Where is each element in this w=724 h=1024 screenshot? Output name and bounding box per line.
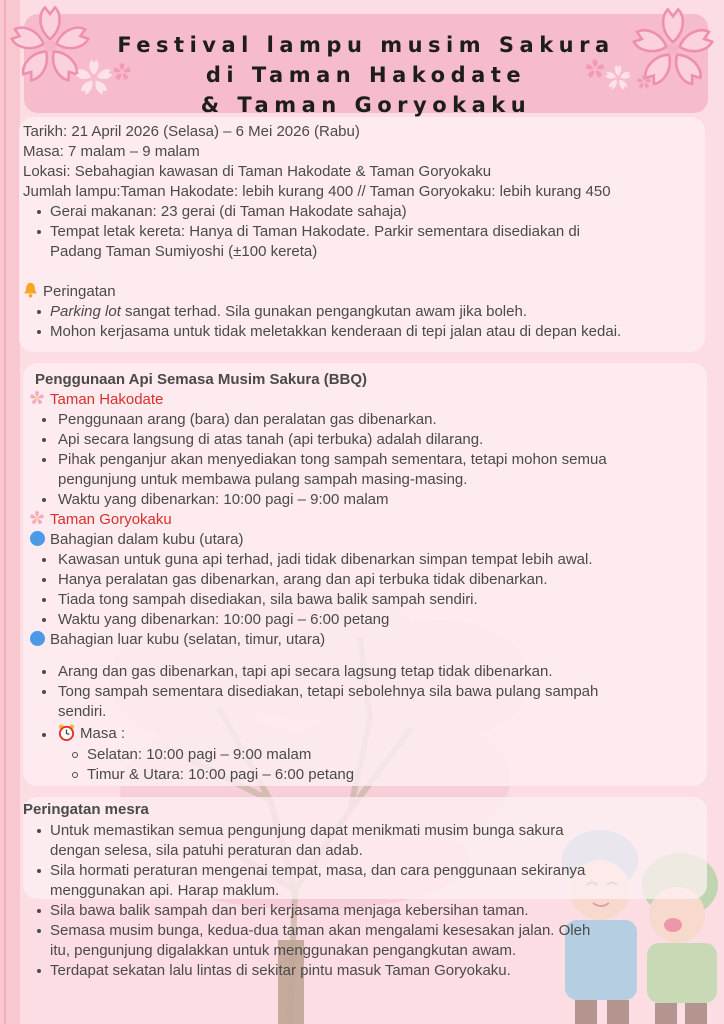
warning-item-2: Mohon kerjasama untuk tidak meletakkan kenderaan di tepi jalan atau di depan kedai. — [50, 323, 622, 340]
info-lamp-count: Jumlah lampu:Taman Hakodate: lebih kurang 400 // Taman Goryokaku: lebih kurang 450 — [23, 183, 611, 200]
bullet-icon — [42, 578, 46, 582]
sakura-decoration-icon — [584, 58, 606, 80]
hakodate-rule-3: Pihak penganjur akan menyediakan tong sampah sementara, tetapi mohon semua — [58, 451, 607, 468]
sakura-decoration-icon — [604, 64, 632, 92]
south-hours: Selatan: 10:00 pagi – 9:00 malam — [87, 746, 312, 763]
title-line-3: & Taman Goryokaku — [200, 93, 532, 117]
goryokaku-title: Taman Goryokaku — [50, 511, 172, 528]
hakodate-rule-1: Penggunaan arang (bara) dan peralatan gas dibenarkan. — [58, 411, 437, 428]
bullet-icon — [42, 498, 46, 502]
outer-masa-heading — [58, 724, 125, 744]
bullet-icon — [42, 670, 46, 674]
notice-item-4: Semasa musim bunga, kedua-dua taman akan mengalami kesesakan jalan. Oleh — [50, 922, 591, 939]
inner-fort-heading — [30, 530, 243, 550]
title-line-2: di Taman Hakodate — [205, 63, 527, 87]
bell-icon — [23, 282, 38, 298]
bullet-icon — [37, 210, 41, 214]
inner-fort-title: Bahagian dalam kubu (utara) — [50, 531, 244, 548]
sakura-decoration-icon — [112, 62, 132, 82]
warning-item-1 — [50, 302, 527, 322]
blue-circle-icon — [30, 531, 45, 546]
hakodate-hours: Waktu yang dibenarkan: 10:00 pagi – 9:00 malam — [58, 491, 389, 508]
hakodate-title: Taman Hakodate — [50, 391, 164, 408]
bbq-title: Penggunaan Api Semasa Musim Sakura (BBQ) — [35, 371, 368, 388]
outer-fort-heading — [30, 630, 325, 650]
bullet-icon — [37, 330, 41, 334]
sakura-icon — [29, 510, 45, 526]
hakodate-rule-3-cont: pengunjung untuk membawa pulang sampah masing-masing. — [58, 471, 468, 488]
alarm-clock-icon — [58, 724, 75, 741]
bullet-icon — [42, 438, 46, 442]
outer-rule-2: Tong sampah sementara disediakan, tetapi sebolehnya sila bawa pulang sampah — [58, 683, 599, 700]
inner-rule-2: Hanya peralatan gas dibenarkan, arang dan api terbuka tidak dibenarkan. — [58, 571, 548, 588]
notice-item-4-cont: itu, pengunjung digalakkan untuk menggunakan pengangkutan awam. — [50, 942, 517, 959]
outer-masa-label: Masa : — [80, 725, 126, 742]
bullet-icon — [37, 869, 41, 873]
left-border-strip — [0, 0, 20, 1024]
title-line-1: Festival lampu musim Sakura — [117, 33, 615, 57]
hakodate-rule-2: Api secara langsung di atas tanah (api terbuka) adalah dilarang. — [58, 431, 484, 448]
bullet-icon — [37, 929, 41, 933]
circle-bullet-icon — [72, 772, 78, 778]
bullet-icon — [42, 618, 46, 622]
sakura-decoration-icon — [74, 58, 114, 98]
sakura-icon — [29, 390, 45, 406]
bullet-icon — [37, 909, 41, 913]
warning-heading — [23, 282, 116, 302]
hakodate-heading — [29, 390, 163, 410]
inner-hours: Waktu yang dibenarkan: 10:00 pagi – 6:00 petang — [58, 611, 390, 628]
sakura-decoration-icon — [636, 74, 652, 90]
bullet-icon — [37, 969, 41, 973]
notice-item-3: Sila bawa balik sampah dan beri kerjasama menjaga kebersihan taman. — [50, 902, 529, 919]
warning-text: sangat terhad. Sila gunakan pengangkutan awam jika boleh. — [120, 303, 527, 320]
info-parking-cont: Padang Taman Sumiyoshi (±100 kereta) — [50, 243, 318, 260]
outer-fort-title: Bahagian luar kubu (selatan, timur, utara) — [50, 631, 326, 648]
bullet-icon — [42, 690, 46, 694]
info-date: Tarikh: 21 April 2026 (Selasa) – 6 Mei 2026 (Rabu) — [23, 123, 360, 140]
inner-rule-3: Tiada tong sampah disediakan, sila bawa balik sampah sendiri. — [58, 591, 478, 608]
bullet-icon — [37, 829, 41, 833]
bullet-icon — [42, 733, 46, 737]
info-food-stalls: Gerai makanan: 23 gerai (di Taman Hakodate sahaja) — [50, 203, 407, 220]
notice-item-2: Sila hormati peraturan mengenai tempat, masa, dan cara penggunaan sekiranya — [50, 862, 586, 879]
inner-rule-1: Kawasan untuk guna api terhad, jadi tidak dibenarkan simpan tempat lebih awal. — [58, 551, 593, 568]
warning-title: Peringatan — [43, 283, 116, 300]
info-time: Masa: 7 malam – 9 malam — [23, 143, 200, 160]
notice-item-5: Terdapat sekatan lalu lintas di sekitar pintu masuk Taman Goryokaku. — [50, 962, 511, 979]
info-location: Lokasi: Sebahagian kawasan di Taman Hakodate & Taman Goryokaku — [23, 163, 492, 180]
notice-title: Peringatan mesra — [23, 801, 149, 818]
bullet-icon — [42, 418, 46, 422]
outer-rule-1: Arang dan gas dibenarkan, tapi api secara lagsung tetap tidak dibenarkan. — [58, 663, 553, 680]
warning-italic-text: Parking lot — [50, 303, 121, 320]
info-parking: Tempat letak kereta: Hanya di Taman Hakodate. Parkir sementara disediakan di — [50, 223, 581, 240]
blue-circle-icon — [30, 631, 45, 646]
bullet-icon — [42, 458, 46, 462]
bullet-icon — [37, 230, 41, 234]
bullet-icon — [42, 558, 46, 562]
notice-item-1: Untuk memastikan semua pengunjung dapat menikmati musim bunga sakura — [50, 822, 564, 839]
bullet-icon — [37, 310, 41, 314]
bullet-icon — [42, 598, 46, 602]
circle-bullet-icon — [72, 752, 78, 758]
notice-item-1-cont: dengan selesa, sila patuhi peraturan dan adab. — [50, 842, 363, 859]
notice-item-2-cont: menggunakan api. Harap maklum. — [50, 882, 280, 899]
outer-rule-2-cont: sendiri. — [58, 703, 107, 720]
goryokaku-heading — [29, 510, 172, 530]
east-north-hours: Timur & Utara: 10:00 pagi – 6:00 petang — [87, 766, 355, 783]
